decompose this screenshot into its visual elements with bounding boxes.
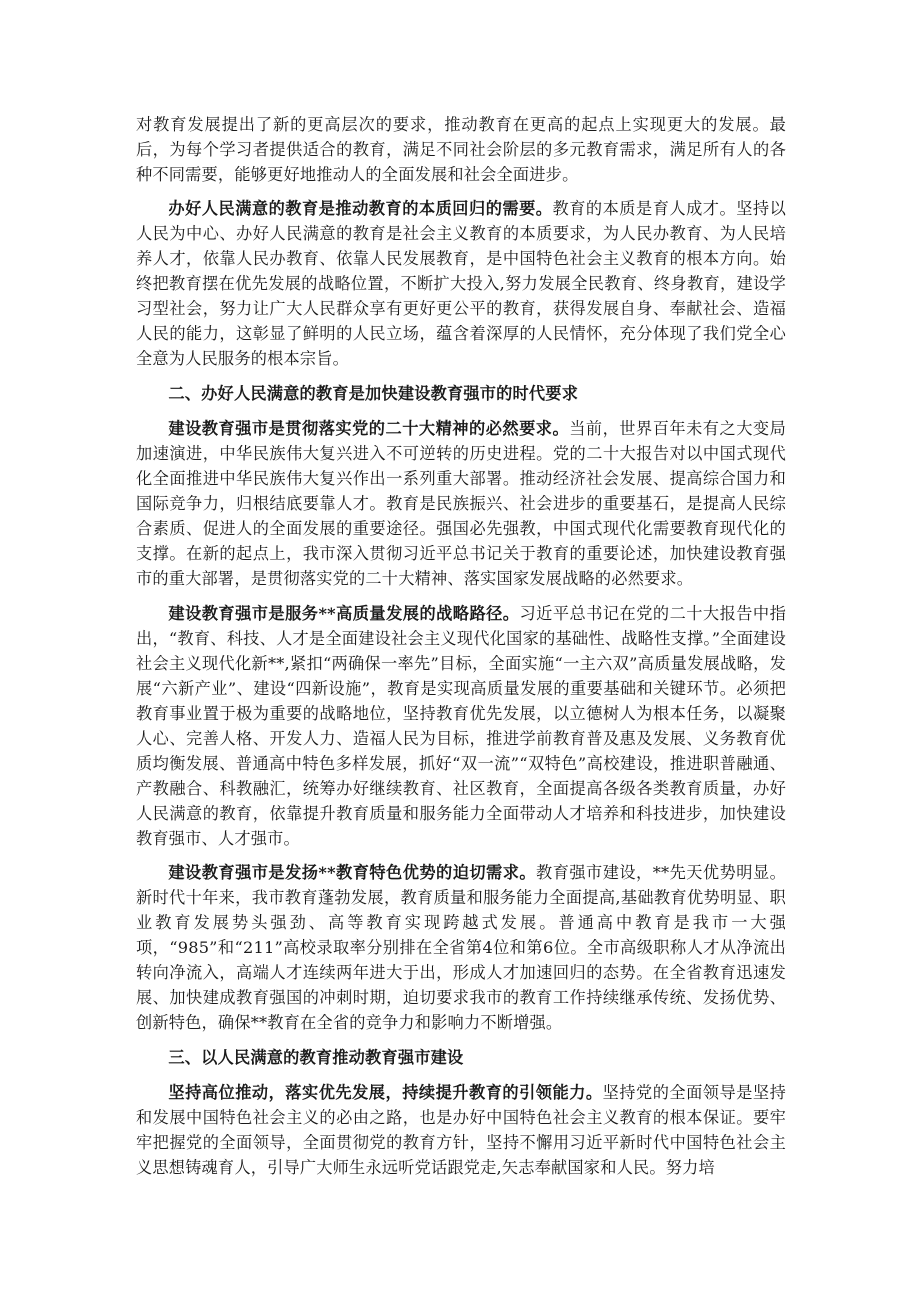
- paragraph-lead: 建设教育强市是贯彻落实党的二十大精神的必然要求。: [168, 419, 570, 438]
- paragraph-body: 教育强市建设，**先天优势明显。新时代十年来，我市教育蓬勃发展，教育质量和服务能力全面提高,基础教育优势明显、职业教育发展势头强劲、高等教育实现跨越式发展。普通高中教育是我市一大强项，“985”和“211”高校录取率分别排在全省第4位和第6位。全市高级职称人才从净流出转向净流入，高端人才连续两年进大于出，形成人才加速回归的态势。在全省教育迅速发展、加快建成教育强国的冲刺时期，迫切要求我市的教育工作持续继承传统、发扬优势、创新特色，确保**教育在全省的竞争力和影响力不断增强。: [136, 863, 786, 1032]
- paragraph-body: 教育的本质是育人成才。坚持以人民为中心、办好人民满意的教育是社会主义教育的本质要求，为人民办教育、为人民培养人才，依靠人民办教育、依靠人民发展教育，是中国特色社会主义教育的根本方向。始终把教育摆在优先发展的战略位置，不断扩大投入,努力发展全民教育、终身教育，建设学习型社会，努力让广大人民群众享有更好更公平的教育，获得发展自身、奉献社会、造福人民的能力，这彰显了鲜明的人民立场，蕴含着深厚的人民情怀，充分体现了我们党全心全意为人民服务的根本宗旨。: [136, 199, 786, 368]
- paragraph-essence-return: [136, 196, 786, 371]
- paragraph-lead: 办好人民满意的教育是推动教育的本质回归的需要。: [168, 199, 553, 218]
- paragraph-lead: 坚持高位推动，落实优先发展，持续提升教育的引领能力。: [168, 1083, 603, 1102]
- paragraph-strategic-path: [136, 601, 786, 851]
- paragraph-advantage: [136, 860, 786, 1035]
- paragraph-continuation: 对教育发展提出了新的更高层次的要求，推动教育在更高的起点上实现更大的发展。最后，为每个学习者提供适合的教育，满足不同社会阶层的多元教育需求，满足所有人的各种不同需要，能够更好地推动人的全面发展和社会全面进步。: [136, 115, 786, 184]
- paragraph-twentieth-congress: [136, 416, 786, 591]
- paragraph-body: 习近平总书记在党的二十大报告中指出，“教育、科技、人才是全面建设社会主义现代化国家的基础性、战略性支撑。”全面建设社会主义现代化新**,紧扣“两确保一率先”目标，全面实施“一主六双”高质量发展战略，发展“六新产业”、建设“四新设施”，教育是实现高质量发展的重要基础和关键环节。必须把教育事业置于极为重要的战略地位，坚持教育优先发展，以立德树人为根本任务，以凝聚人心、完善人格、开发人力、造福人民为目标，推进学前教育普及惠及发展、义务教育优质均衡发展、普通高中特色多样发展，抓好“双一流”“双特色”高校建设，推进职普融通、产教融合、科教融汇，统筹办好继续教育、社区教育，全面提高各级各类教育质量，办好人民满意的教育，依靠提升教育质量和服务能力全面带动人才培养和科技进步，加快建设教育强市、人才强市。: [136, 604, 786, 848]
- paragraph-lead: 建设教育强市是服务**高质量发展的战略路径。: [168, 604, 520, 623]
- paragraph-body: 坚持党的全面领导是坚持和发展中国特色社会主义的必由之路，也是办好中国特色社会主义教育的根本保证。要牢牢把握党的全面领导，全面贯彻党的教育方针，坚持不懈用习近平新时代中国特色社会主义思想铸魂育人，引导广大师生永远听党话跟党走,矢志奉献国家和人民。努力培: [136, 1083, 787, 1177]
- paragraph-high-level-push: [136, 1080, 786, 1180]
- section-heading-2: 二、办好人民满意的教育是加快建设教育强市的时代要求: [168, 384, 579, 403]
- paragraph-lead: 建设教育强市是发扬**教育特色优势的迫切需求。: [168, 863, 537, 882]
- paragraph-body: 当前，世界百年未有之大变局加速演进，中华民族伟大复兴进入不可逆转的历史进程。党的二十大报告对以中国式现代化全面推进中华民族伟大复兴作出一系列重大部署。推动经济社会发展、提高综合国力和国际竞争力，归根结底要靠人才。教育是民族振兴、社会进步的重要基石，是提高人民综合素质、促进人的全面发展的重要途径。强国必先强教，中国式现代化需要教育现代化的支撑。在新的起点上，我市深入贯彻习近平总书记关于教育的重要论述，加快建设教育强市的重大部署，是贯彻落实党的二十大精神、落实国家发展战略的必然要求。: [136, 419, 786, 588]
- section-heading-3: 三、以人民满意的教育推动教育强市建设: [168, 1048, 464, 1067]
